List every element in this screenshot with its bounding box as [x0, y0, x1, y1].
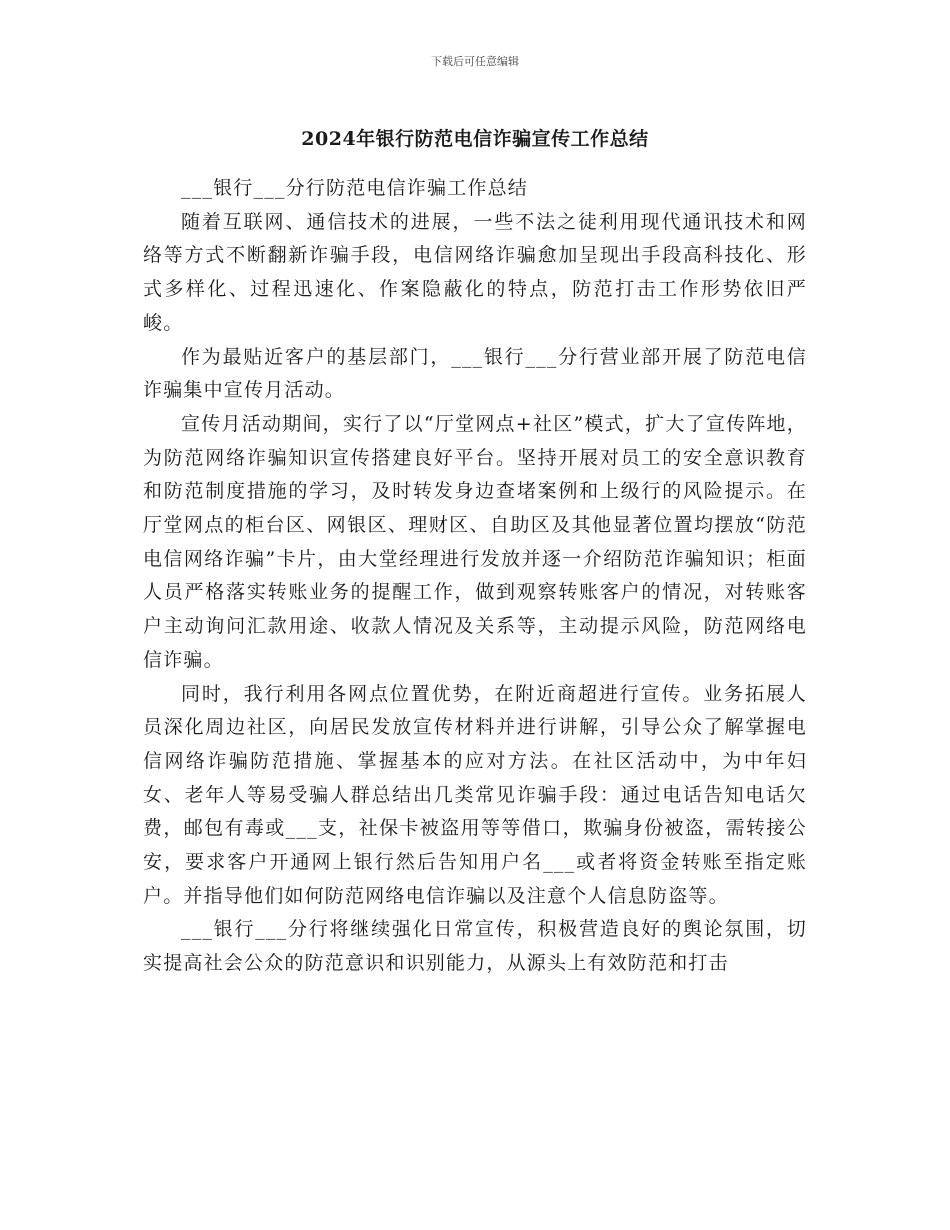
document-body	[143, 172, 807, 981]
download-note: 下载后可任意编辑	[431, 55, 519, 68]
paragraph: 宣传月活动期间，实行了以“厅堂网点+社区”模式，扩大了宣传阵地，为防范网络诈骗知识宣传搭建良好平台。坚持开展对员工的安全意识教育和防范制度措施的学习，及时转发身边查堵案例和上级行的风险提示。在厅堂网点的柜台区、网银区、理财区、自助区及其他显著位置均摆放“防范电信网络诈骗”卡片，由大堂经理进行发放并逐一介绍防范诈骗知识；柜面人员严格落实转账业务的提醒工作，做到观察转账客户的情况，对转账客户主动询问汇款用途、收款人情况及关系等，主动提示风险，防范网络电信诈骗。	[143, 412, 807, 671]
paragraph: 随着互联网、通信技术的进展，一些不法之徒利用现代通讯技术和网络等方式不断翻新诈骗手段，电信网络诈骗愈加呈现出手段高科技化、形式多样化、过程迅速化、作案隐蔽化的特点，防范打击工作形势依旧严峻。	[143, 210, 807, 334]
paragraph-subtitle: ___银行___分行防范电信诈骗工作总结	[181, 177, 529, 199]
paragraph: 作为最贴近客户的基层部门，___银行___分行营业部开展了防范电信诈骗集中宣传月活动。	[143, 345, 807, 402]
paragraph: 同时，我行利用各网点位置优势，在附近商超进行宣传。业务拓展人员深化周边社区，向居民发放宣传材料并进行讲解，引导公众了解掌握电信网络诈骗防范措施、掌握基本的应对方法。在社区活动中，为中年妇女、老年人等易受骗人群总结出几类常见诈骗手段：通过电话告知电话欠费，邮包有毒或___支，社保卡被盗用等等借口，欺骗身份被盗，需转接公安，要求客户开通网上银行然后告知用户名___或者将资金转账至指定账户。并指导他们如何防范网络电信诈骗以及注意个人信息防盗等。	[143, 682, 807, 907]
paragraph: ___银行___分行将继续强化日常宣传，积极营造良好的舆论氛围，切实提高社会公众的防范意识和识别能力，从源头上有效防范和打击	[143, 918, 807, 975]
document-title: 2024年银行防范电信诈骗宣传工作总结	[301, 128, 649, 150]
